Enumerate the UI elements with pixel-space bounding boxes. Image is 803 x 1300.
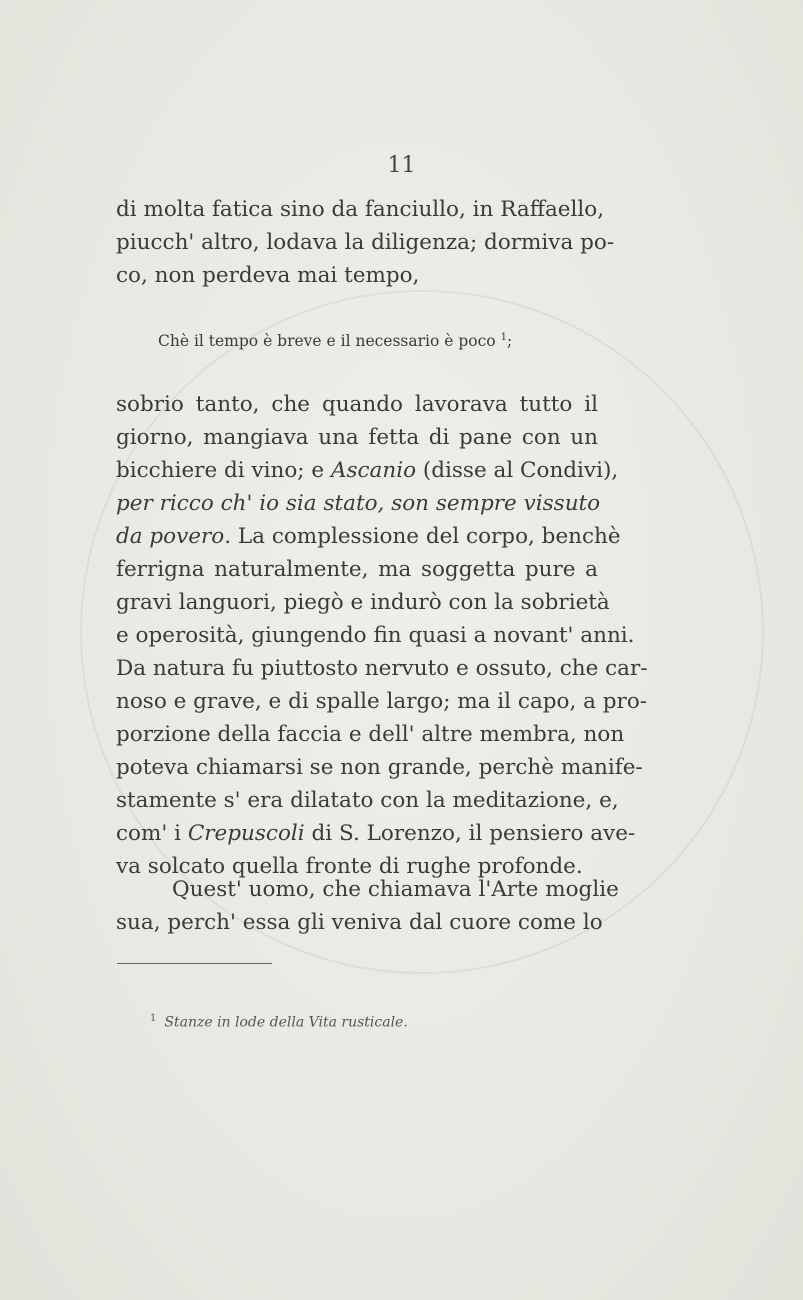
footnote-mark: 1 xyxy=(150,1013,157,1024)
page-number: 11 xyxy=(387,153,416,178)
quotation-punctuation: ; xyxy=(506,332,513,350)
text-line: e operosità, giungendo fin quasi a novant' anni. xyxy=(116,623,635,648)
italic-phrase: da povero xyxy=(116,524,225,549)
footnote xyxy=(150,1009,408,1033)
text-line xyxy=(116,454,619,487)
footnote-reference: 1 xyxy=(500,331,507,343)
text-line: va solcato quella fronte di rughe profonde. xyxy=(116,854,583,879)
text-line: poteva chiamarsi se non grande, perchè manife- xyxy=(116,755,643,780)
paragraph-2 xyxy=(116,388,648,883)
text-line: sobrio tanto, che quando lavorava tutto il xyxy=(116,392,598,417)
paragraph-1 xyxy=(116,193,615,292)
text-line: co, non perdeva mai tempo, xyxy=(116,263,420,288)
text-line: gravi languori, piegò e indurò con la sobrietà xyxy=(116,590,610,615)
text-run: bicchiere di vino; e xyxy=(116,458,331,483)
text-line: noso e grave, e di spalle largo; ma il capo, a pro- xyxy=(116,689,648,714)
verse-quotation xyxy=(158,330,578,352)
italic-title: Crepuscoli xyxy=(187,821,305,846)
footnote-divider xyxy=(117,963,272,964)
italic-name: Ascanio xyxy=(330,458,417,483)
footnote-text: Stanze in lode della Vita rusticale. xyxy=(164,1014,408,1031)
text-line: giorno, mangiava una fetta di pane con un xyxy=(116,425,598,450)
text-run: di S. Lorenzo, il pensiero ave- xyxy=(304,821,636,846)
text-line: piucch' altro, lodava la diligenza; dormiva po- xyxy=(116,230,615,255)
text-line: Da natura fu piuttosto nervuto e ossuto, che car- xyxy=(116,656,648,681)
text-line: ferrigna naturalmente, ma soggetta pure a xyxy=(116,557,598,582)
text-line xyxy=(116,817,636,850)
text-line: di molta fatica sino da fanciullo, in Raffaello, xyxy=(116,197,605,222)
text-line: porzione della faccia e dell' altre membra, non xyxy=(116,722,625,747)
text-line xyxy=(116,520,621,553)
italic-line: per ricco ch' io sia stato, son sempre vissuto xyxy=(116,491,601,516)
text-line: stamente s' era dilatato con la meditazione, e, xyxy=(116,788,619,813)
text-run: com' i xyxy=(116,821,188,846)
text-run: . La complessione del corpo, benchè xyxy=(224,524,621,549)
text-line: sua, perch' essa gli veniva dal cuore come lo xyxy=(116,910,603,935)
paragraph-3 xyxy=(116,873,619,939)
quotation-text: Chè il tempo è breve e il necessario è poco xyxy=(158,332,496,350)
text-line: Quest' uomo, che chiamava l'Arte moglie xyxy=(172,877,619,902)
text-run: (disse al Condivi), xyxy=(416,458,619,483)
